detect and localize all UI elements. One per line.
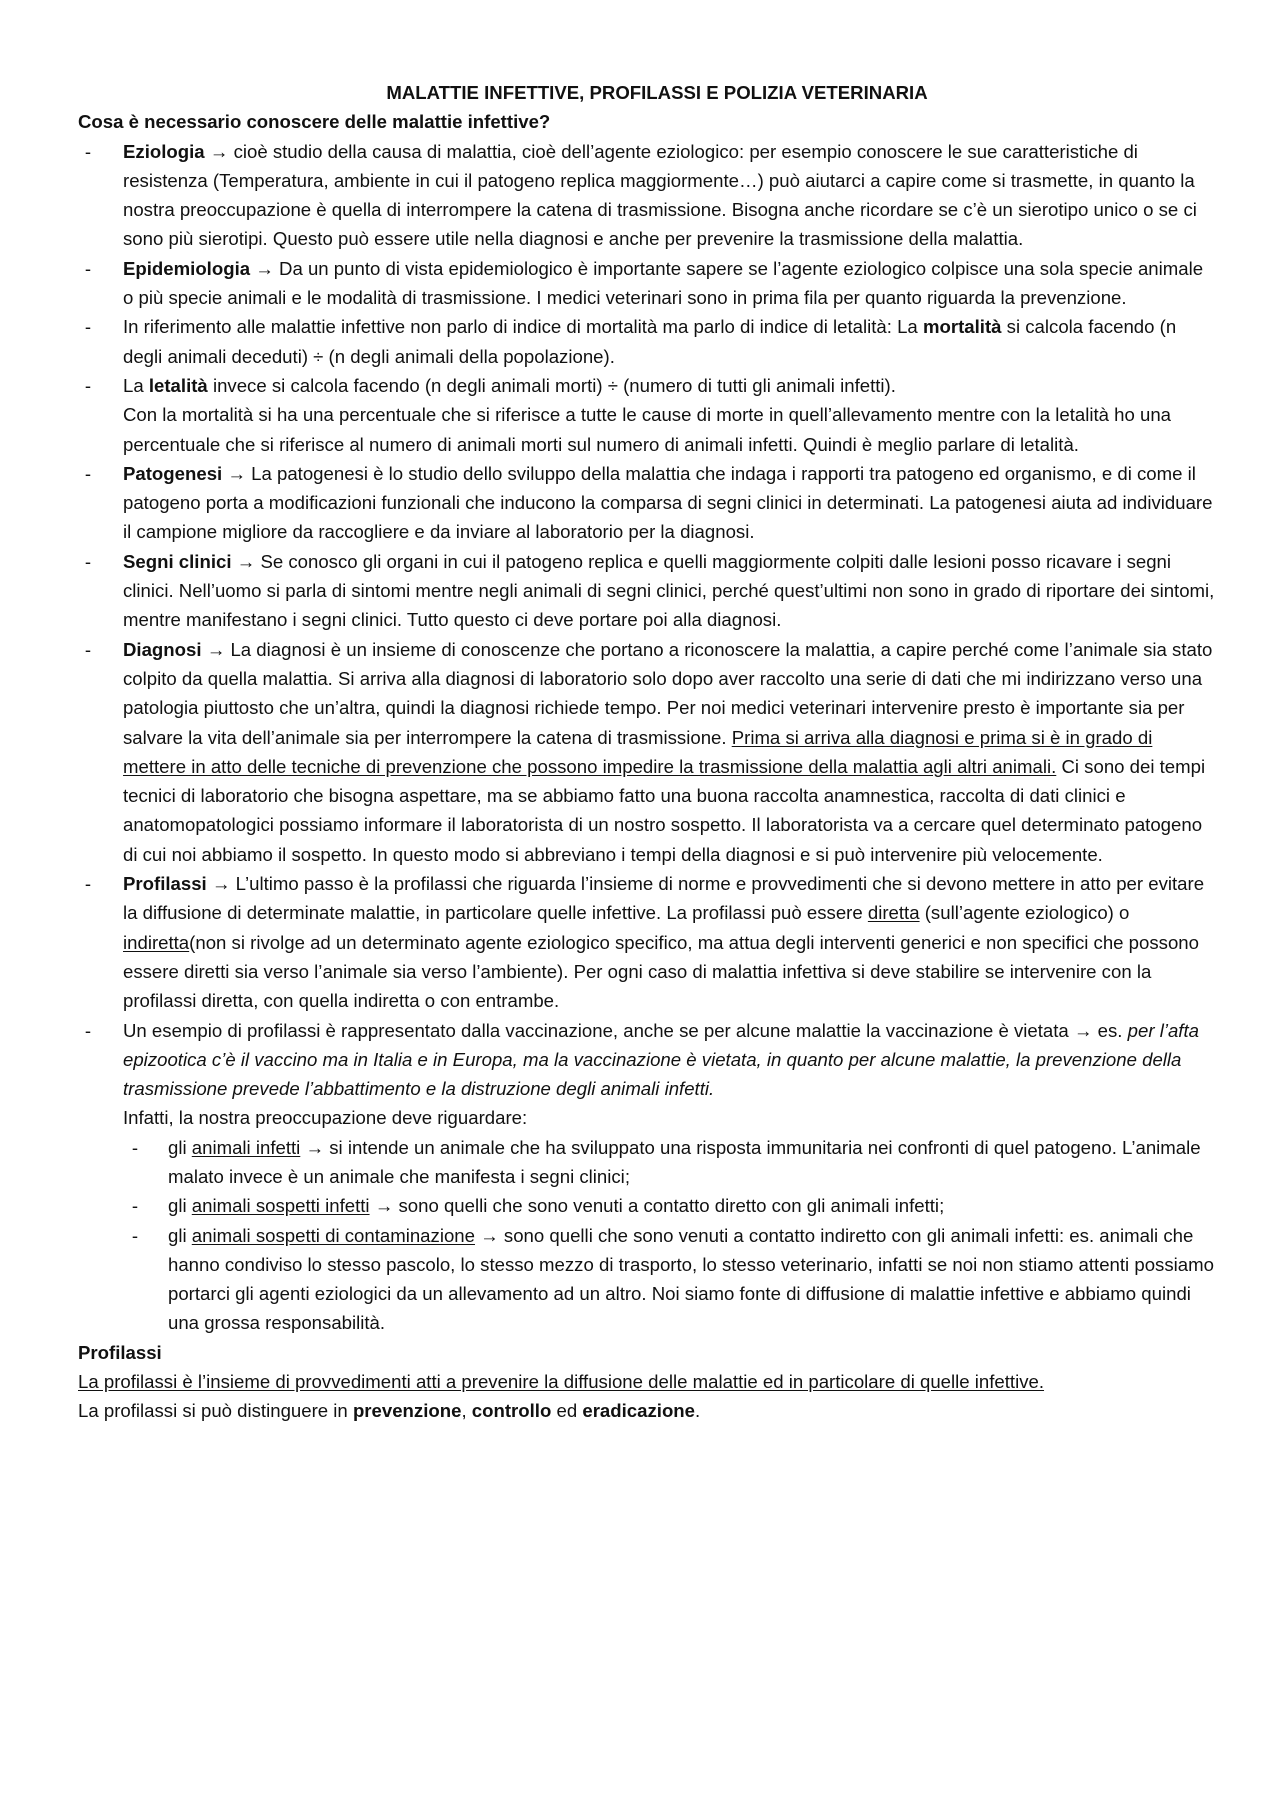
arrow: → <box>206 638 226 660</box>
bullet: - <box>84 374 92 396</box>
bullet: - <box>84 257 92 279</box>
bullet: - <box>84 462 92 484</box>
item-text: Un esempio di profilassi è rappresentato dalla vaccinazione, anche se per alcune malattie la vaccinazione è vietata <box>123 1019 1069 1041</box>
profilassi-definition: La profilassi è l’insieme di provvedimenti atti a prevenire la diffusione delle malattie ed in particolare di quelle infettive. <box>78 1371 1045 1393</box>
item-text: si calcola facendo (n degli animali deceduti) ÷ (n degli animali della popolazione). <box>123 316 1177 367</box>
list-item-diagnosi <box>78 635 1216 869</box>
arrow: → <box>209 140 229 162</box>
main-list <box>78 137 1216 1338</box>
profilassi-closing <box>78 1396 1216 1425</box>
separator: , <box>461 1400 467 1422</box>
arrow: → <box>374 1195 394 1217</box>
item-text: invece si calcola facendo (n degli animali morti) ÷ (numero di tutti gli animali infetti). <box>212 374 896 396</box>
arrow: → <box>227 462 246 484</box>
sub-text: sono quelli che sono venuti a contatto diretto con gli animali infetti; <box>398 1195 945 1217</box>
term-animali-infetti: animali infetti <box>191 1136 301 1158</box>
arrow: → <box>211 873 231 895</box>
bullet: - <box>84 316 92 338</box>
sub-item-animali-infetti <box>123 1133 1216 1192</box>
list-item-mortalita <box>78 312 1216 371</box>
sub-prefix: gli <box>168 1224 187 1246</box>
section-question: Cosa è necessario conoscere delle malattie infettive? <box>78 111 551 133</box>
example-label: es. <box>1097 1019 1123 1041</box>
bullet: - <box>84 873 92 895</box>
term-prevenzione: prevenzione <box>352 1400 462 1422</box>
underlined-sentence: Prima si arriva alla diagnosi e prima si è in grado di mettere in atto delle tecniche di prevenzione che possono impedire la trasmissione della malattia agli altri animali. <box>123 726 1153 777</box>
term-diagnosi: Diagnosi <box>123 638 202 660</box>
term-eradicazione: eradicazione <box>582 1400 696 1422</box>
item-continuation: Con la mortalità si ha una percentuale che si riferisce a tutte le cause di morte in quell’allevamento mentre con la letalità ho una percentuale che si riferisce al numero di animali morti sul numero di animali infetti. Quindi è meglio parlare di letalità. <box>123 404 1172 455</box>
item-text: La diagnosi è un insieme di conoscenze che portano a riconoscere la malattia, a capire perché come l’animale sia stato colpito da quella malattia. Si arriva alla diagnosi di laboratorio solo dopo aver raccolto una serie di dati che mi indirizzano verso una patologia piuttosto che un’altra, quindi la diagnosi richiede tempo. Per noi medici veterinari intervenire presto è importante sia per salvare la vita dell’animale sia per interrompere la catena di trasmissione. <box>123 638 1213 748</box>
item-text: (sull’agente eziologico) o <box>924 902 1130 924</box>
term-diretta: diretta <box>867 902 920 924</box>
arrow: → <box>1073 1019 1093 1041</box>
term-patogenesi: Patogenesi <box>123 462 223 484</box>
item-text: (non si rivolge ad un determinato agente eziologico specifico, ma attua degli interventi generici e non specifici che possono essere diretti sia verso l’animale sia verso l’ambiente). Per ogni caso di malattia infettiva si deve stabilire se intervenire con la profilassi diretta, con quella indiretta o con entrambe. <box>123 931 1199 1012</box>
item-text: Ci sono dei tempi tecnici di laboratorio che bisogna aspettare, ma se abbiamo fatto una buona raccolta anamnestica, raccolta di dati clinici e anatomopatologici possiamo informare il laboratorista di un nostro sospetto. Il laboratorista va a cercare quel determinato patogeno di cui noi abbiamo il sospetto. In questo modo si abbreviano i tempi della diagnosi e si può intervenire più velocemente. <box>123 755 1206 865</box>
term-epidemiologia: Epidemiologia <box>123 257 251 279</box>
document-title: MALATTIE INFETTIVE, PROFILASSI E POLIZIA VETERINARIA <box>386 82 928 103</box>
term-profilassi: Profilassi <box>123 873 207 895</box>
list-item-letalita <box>78 371 1216 459</box>
sub-item-animali-sospetti-infetti <box>123 1191 1216 1220</box>
term-segni-clinici: Segni clinici <box>123 550 232 572</box>
sub-list <box>123 1133 1216 1338</box>
sub-prefix: gli <box>168 1195 187 1217</box>
bullet: - <box>131 1195 139 1217</box>
term-mortalita: mortalità <box>922 316 1002 338</box>
list-item-patogenesi <box>78 459 1216 547</box>
item-text: L’ultimo passo è la profilassi che riguarda l’insieme di norme e provvedimenti che si devono mettere in atto per evitare la diffusione di determinate malattie, in particolare quelle infettive. La profilassi può essere <box>123 873 1205 924</box>
arrow: → <box>480 1224 499 1246</box>
list-item-epidemiologia <box>78 254 1216 313</box>
item-text: La <box>123 374 144 396</box>
bullet: - <box>84 140 92 162</box>
sub-text: sono quelli che sono venuti a contatto indiretto con gli animali infetti: es. animali che hanno condiviso lo stesso pascolo, lo stesso mezzo di trasporto, lo stesso veterinario, infatti se noi non stiamo attenti possiamo portarci gli agenti eziologici da un allevamento ad un altro. Noi siamo fonte di diffusione di malattie infettive e abbiamo quindi una grossa responsabilità. <box>168 1224 1214 1334</box>
closing-end: . <box>695 1400 701 1422</box>
separator: ed <box>556 1400 578 1422</box>
term-animali-sospetti-contaminazione: animali sospetti di contaminazione <box>191 1224 475 1246</box>
list-item-profilassi <box>78 869 1216 1015</box>
item-text: Se conosco gli organi in cui il patogeno replica e quelli maggiormente colpiti dalle lesioni posso ricavare i segni clinici. Nell’uomo si parla di sintomi mentre negli animali di segni clinici, perché quest’ultimi non sono in grado di riportare dei sintomi, mentre manifestano i segni clinici. Tutto questo ci deve portare poi alla diagnosi. <box>123 550 1215 631</box>
list-item-vaccinazione <box>78 1016 1216 1338</box>
term-eziologia: Eziologia <box>123 140 205 162</box>
item-text: In riferimento alle malattie infettive non parlo di indice di mortalità ma parlo di indice di letalità: La <box>123 316 918 338</box>
bullet: - <box>131 1136 139 1158</box>
term-indiretta: indiretta <box>123 931 190 953</box>
term-animali-sospetti-infetti: animali sospetti infetti <box>191 1195 370 1217</box>
list-item-eziologia <box>78 137 1216 254</box>
sub-prefix: gli <box>168 1136 187 1158</box>
term-letalita: letalità <box>148 374 208 396</box>
closing-text: La profilassi si può distinguere in <box>78 1400 348 1422</box>
bullet: - <box>84 550 92 572</box>
item-text: Da un punto di vista epidemiologico è importante sapere se l’agente eziologico colpisce una sola specie animale o più specie animali e le modalità di trasmissione. I medici veterinari sono in prima fila per quanto riguarda la prevenzione. <box>123 257 1204 309</box>
item-continuation: Infatti, la nostra preoccupazione deve riguardare: <box>123 1107 528 1129</box>
sub-item-animali-sospetti-contaminazione <box>123 1221 1216 1338</box>
section-heading-profilassi: Profilassi <box>78 1341 162 1363</box>
sub-text: si intende un animale che ha sviluppato una risposta immunitaria nei confronti di quel patogeno. L’animale malato invece è un animale che manifesta i segni clinici; <box>168 1136 1201 1187</box>
list-item-segni-clinici <box>78 547 1216 635</box>
arrow: → <box>236 550 256 572</box>
arrow: → <box>255 257 274 279</box>
item-text: cioè studio della causa di malattia, cioè dell’agente eziologico: per esempio conoscere le sue caratteristiche di resistenza (Temperatura, ambiente in cui il patogeno replica maggiormente…) può aiutarci a capire come si trasmette, in quanto la nostra preoccupazione è quella di interrompere la catena di trasmissione. Bisogna anche ricordare se c’è un sierotipo unico o se ci sono più sierotipi. Questo può essere utile nella diagnosi e anche per prevenire la trasmissione della malattia. <box>123 140 1197 250</box>
bullet: - <box>131 1224 139 1246</box>
bullet: - <box>84 638 92 660</box>
item-text: La patogenesi è lo studio dello sviluppo della malattia che indaga i rapporti tra patogeno ed organismo, e di come il patogeno porta a modificazioni funzionali che inducono la comparsa di segni clinici in determinati. La patogenesi aiuta ad individuare il campione migliore da raccogliere e da inviare al laboratorio per la diagnosi. <box>123 462 1213 543</box>
term-controllo: controllo <box>471 1400 552 1422</box>
arrow: → <box>305 1136 325 1158</box>
example-text: per l’afta epizootica c’è il vaccino ma in Italia e in Europa, ma la vaccinazione è vietata, in quanto per alcune malattie, la prevenzione della trasmissione prevede l’abbattimento e la distruzione degli animali infetti. <box>123 1019 1199 1100</box>
bullet: - <box>84 1019 92 1041</box>
